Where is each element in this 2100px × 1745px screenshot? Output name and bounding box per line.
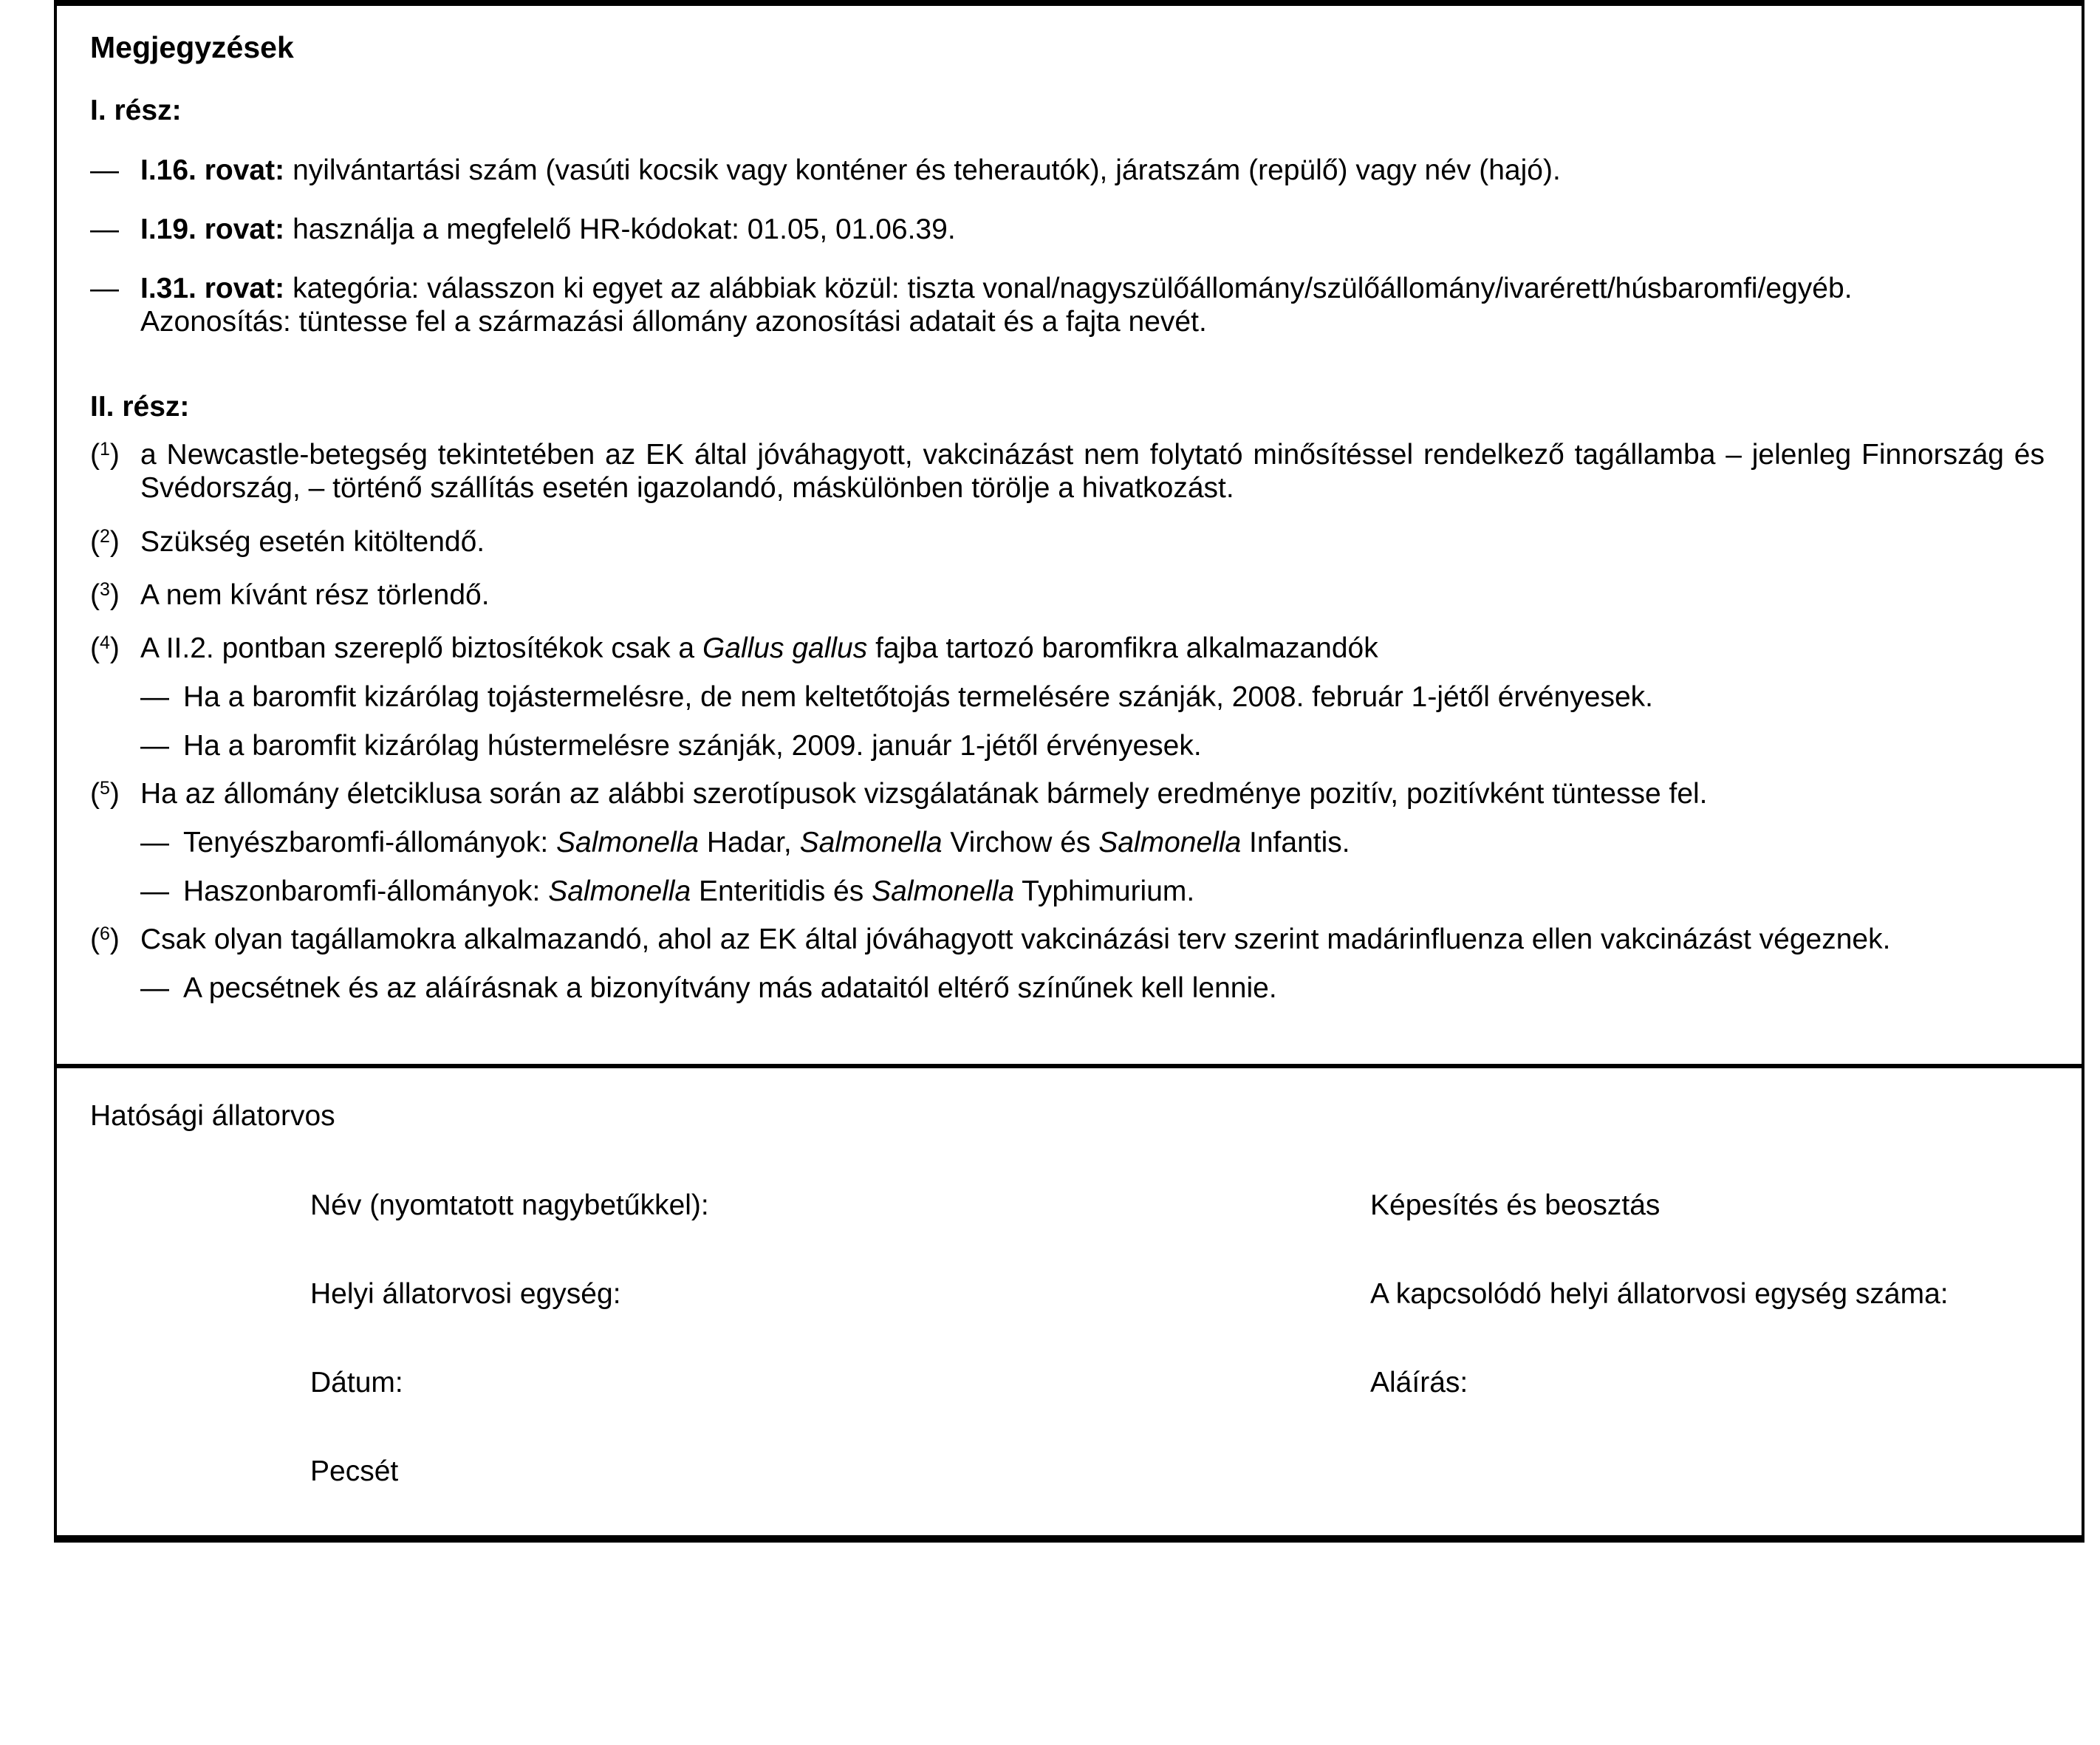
footnote-text: A II.2. pontban szereplő biztosítékok csak a Gallus gallus fajba tartozó baromfikra alkalmazandók: [140, 632, 1378, 664]
paren-close: ): [109, 526, 120, 558]
footnote-marker: [90, 525, 120, 562]
footnote-5-sub-1: [140, 826, 2045, 859]
bullet-dash-icon: —: [90, 273, 119, 304]
sub-item-text: Tenyészbaromfi-állományok: Salmonella Hadar, Salmonella Virchow és Salmonella Infantis.: [183, 827, 1350, 858]
footnote-5: [90, 777, 2045, 810]
vet-row-stamp: [310, 1455, 2082, 1488]
local-veterinary-unit-label: Helyi állatorvosi egység:: [310, 1278, 621, 1310]
footnote-6: [90, 923, 2045, 956]
footnote-2: [90, 525, 2045, 559]
footnote-marker: [90, 923, 120, 960]
stamp-right-empty: [1370, 1455, 2082, 1488]
footnote-6-sub-1: [140, 971, 2045, 1005]
part2-heading: II. rész:: [90, 391, 190, 423]
related-local-unit-number-label: A kapcsolódó helyi állatorvosi egység száma:: [1370, 1278, 1949, 1310]
item-label: I.31. rovat:: [140, 273, 285, 304]
vet-row-local-unit: [310, 1277, 2082, 1311]
bullet-dash-icon: —: [140, 972, 169, 1004]
paren-close: ): [109, 439, 120, 471]
paren-close: ): [109, 579, 120, 611]
sub-item-text: Ha a baromfit kizárólag hústermelésre szánják, 2009. január 1-jétől érvényesek.: [183, 730, 1202, 762]
footnote-1: [90, 438, 2045, 505]
paren-close: ): [109, 923, 120, 955]
footnote-4-sub-2: [140, 729, 2045, 762]
vet-row-name: [310, 1189, 2082, 1222]
official-veterinarian-box: [54, 1064, 2084, 1543]
paren-close: ): [109, 778, 120, 810]
official-veterinarian-heading: Hatósági állatorvos: [90, 1100, 335, 1132]
part1-item-i16: [90, 154, 2045, 187]
paren-close: ): [109, 632, 120, 664]
bullet-dash-icon: —: [90, 154, 119, 186]
paren-open: (: [90, 923, 100, 955]
signature-label: Aláírás:: [1370, 1367, 1468, 1399]
bullet-dash-icon: —: [140, 681, 169, 713]
footnote-text: A nem kívánt rész törlendő.: [140, 579, 490, 611]
footnote-number: 1: [100, 439, 110, 460]
sub-item-text: A pecsétnek és az aláírásnak a bizonyítvány más adataitól eltérő színűnek kell lennie.: [183, 972, 1277, 1004]
notes-title: Megjegyzések: [90, 30, 294, 64]
item-text-continuation: Azonosítás: tüntesse fel a származási állomány azonosítási adatait és a fajta nevét.: [140, 306, 1207, 338]
footnote-number: 3: [100, 579, 110, 600]
date-label: Dátum:: [310, 1367, 403, 1399]
bullet-dash-icon: —: [140, 730, 169, 762]
item-label: I.16. rovat:: [140, 154, 285, 186]
stamp-label: Pecsét: [310, 1455, 399, 1487]
footnote-text: a Newcastle-betegség tekintetében az EK által jóváhagyott, vakcinázást nem folytató minősítéssel rendelkező tagállamba – jelenleg Finnország és Svédország, – történő szállítás esetén igazolandó, máskülönben törölje a hivatkozást.: [140, 439, 2045, 504]
sub-item-text: Ha a baromfit kizárólag tojástermelésre, de nem keltetőtojás termelésére szánják, 2008. február 1-jétől érvényesek.: [183, 681, 1653, 713]
paren-open: (: [90, 526, 100, 558]
vet-row-date-signature: [310, 1366, 2082, 1399]
footnote-marker: [90, 438, 120, 475]
footnote-number: 5: [100, 778, 110, 799]
item-text: nyilvántartási szám (vasúti kocsik vagy konténer és teherautók), járatszám (repülő) vagy név (hajó).: [293, 154, 1561, 186]
item-label: I.19. rovat:: [140, 214, 285, 245]
bullet-dash-icon: —: [140, 827, 169, 858]
bullet-dash-icon: —: [90, 214, 119, 245]
part1-item-i31: [90, 272, 2045, 338]
paren-open: (: [90, 632, 100, 664]
footnote-number: 2: [100, 526, 110, 547]
footnote-marker: [90, 632, 120, 669]
footnote-4-sub-1: [140, 680, 2045, 714]
sub-item-text: Haszonbaromfi-állományok: Salmonella Enteritidis és Salmonella Typhimurium.: [183, 875, 1195, 907]
paren-open: (: [90, 439, 100, 471]
qualification-label: Képesítés és beosztás: [1370, 1189, 1660, 1221]
notes-box: [54, 0, 2084, 1064]
part1-heading: I. rész:: [90, 95, 182, 126]
notes-box-inner: [57, 31, 2082, 1005]
footnote-number: 6: [100, 923, 110, 944]
footnote-text: Csak olyan tagállamokra alkalmazandó, ahol az EK által jóváhagyott vakcinázási terv szerint madárinfluenza ellen vakcinázást végeznek.: [140, 923, 1891, 955]
item-text: kategória: válasszon ki egyet az alábbiak közül: tiszta vonal/nagyszülőállomány/szülőállomány/ivarérett/húsbaromfi/egyéb.: [293, 273, 1853, 304]
paren-open: (: [90, 778, 100, 810]
bullet-dash-icon: —: [140, 875, 169, 907]
footnote-5-sub-2: [140, 875, 2045, 908]
footnote-marker: [90, 777, 120, 814]
footnote-3: [90, 578, 2045, 612]
part1-item-i19: [90, 213, 2045, 246]
footnote-marker: [90, 578, 120, 615]
footnote-text: Szükség esetén kitöltendő.: [140, 526, 485, 558]
name-label: Név (nyomtatott nagybetűkkel):: [310, 1189, 709, 1221]
footnote-number: 4: [100, 632, 110, 653]
footnote-4: [90, 632, 2045, 665]
item-text: használja a megfelelő HR-kódokat: 01.05, 01.06.39.: [293, 214, 956, 245]
paren-open: (: [90, 579, 100, 611]
footnote-text: Ha az állomány életciklusa során az alábbi szerotípusok vizsgálatának bármely eredménye pozitív, pozitívként tüntesse fel.: [140, 778, 1708, 810]
